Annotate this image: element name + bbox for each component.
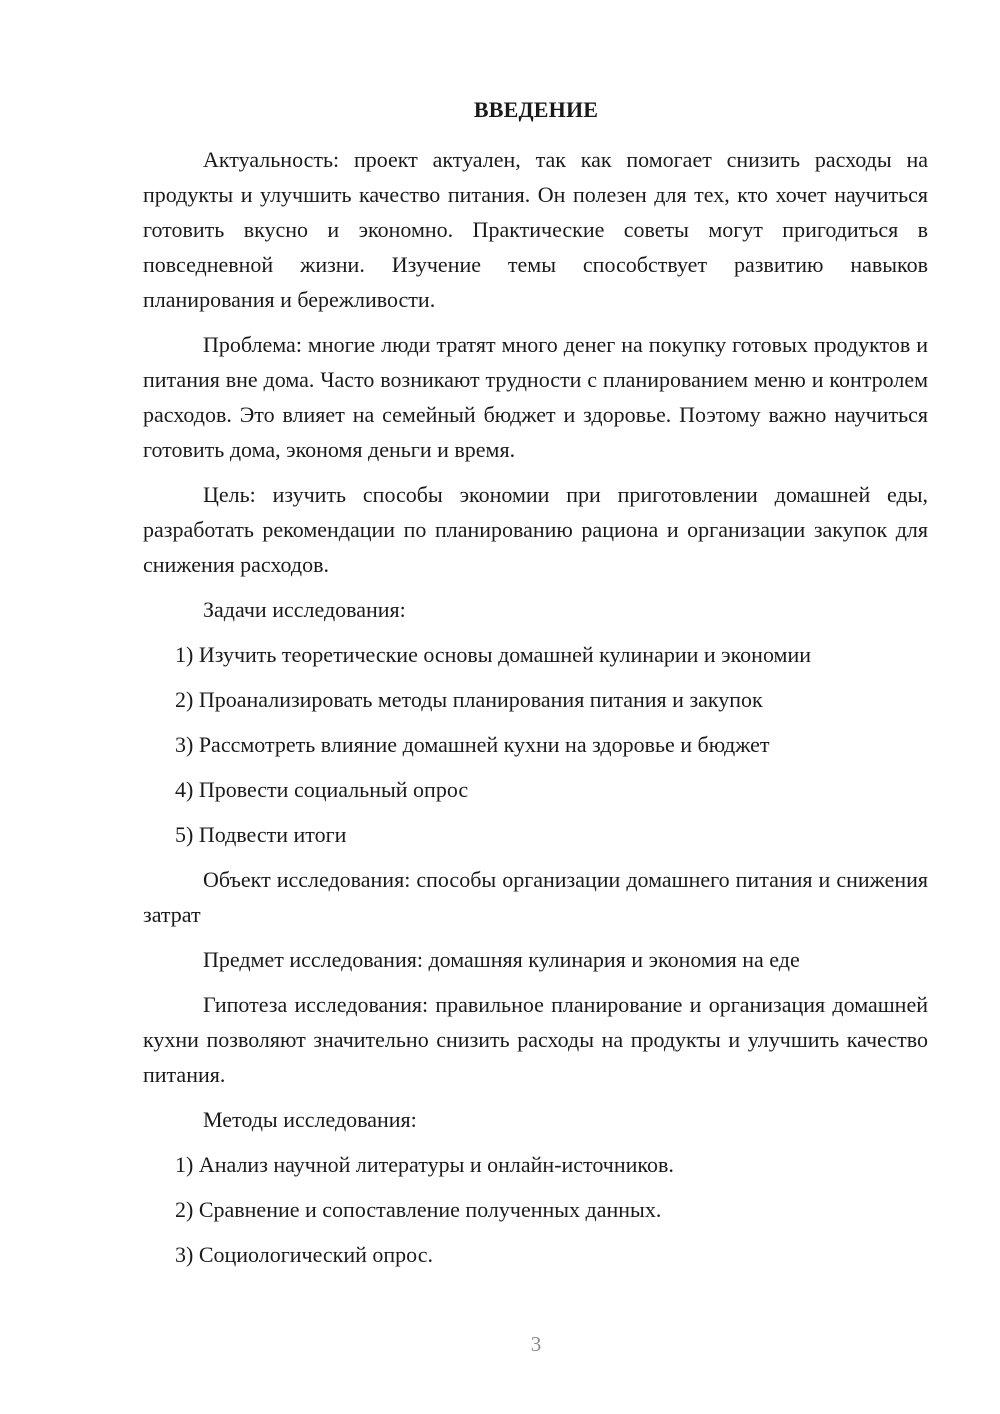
document-body bbox=[143, 142, 928, 1282]
page-title: ВВЕДЕНИЕ bbox=[473, 97, 599, 122]
task-item-1: 1) Изучить теоретические основы домашней кулинарии и экономии bbox=[175, 642, 812, 667]
task-item-4: 4) Провести социальный опрос bbox=[175, 777, 469, 802]
hypothesis-paragraph: Гипотеза исследования: правильное планирование и организация домашней кухни позволяют значительно снизить расходы на продукты и улучшить качество питания. bbox=[143, 992, 928, 1087]
page-number: 3 bbox=[530, 1332, 542, 1356]
methods-heading: Методы исследования: bbox=[203, 1107, 417, 1132]
task-item-3: 3) Рассмотреть влияние домашней кухни на здоровье и бюджет bbox=[175, 732, 770, 757]
method-item-2: 2) Сравнение и сопоставление полученных данных. bbox=[175, 1197, 662, 1222]
task-item-5: 5) Подвести итоги bbox=[175, 822, 347, 847]
subject-paragraph: Предмет исследования: домашняя кулинария и экономия на еде bbox=[203, 947, 800, 972]
task-item-2: 2) Проанализировать методы планирования питания и закупок bbox=[175, 687, 763, 712]
object-paragraph: Объект исследования: способы организации домашнего питания и снижения затрат bbox=[143, 867, 928, 927]
method-item-1: 1) Анализ научной литературы и онлайн-источников. bbox=[175, 1152, 674, 1177]
relevance-paragraph: Актуальность: проект актуален, так как помогает снизить расходы на продукты и улучшить качество питания. Он полезен для тех, кто хочет научиться готовить вкусно и экономно. Практические советы могут пригодиться в повседневной жизни. Изучение темы способствует развитию навыков планирования и бережливости. bbox=[143, 147, 928, 312]
method-item-3: 3) Социологический опрос. bbox=[175, 1242, 433, 1267]
problem-paragraph: Проблема: многие люди тратят много денег на покупку готовых продуктов и питания вне дома. Часто возникают трудности с планированием меню и контролем расходов. Это влияет на семейный бюджет и здоровье. Поэтому важно научиться готовить дома, экономя деньги и время. bbox=[143, 332, 928, 462]
tasks-heading: Задачи исследования: bbox=[203, 597, 406, 622]
goal-paragraph: Цель: изучить способы экономии при приготовлении домашней еды, разработать рекомендации по планированию рациона и организации закупок для снижения расходов. bbox=[143, 482, 928, 577]
